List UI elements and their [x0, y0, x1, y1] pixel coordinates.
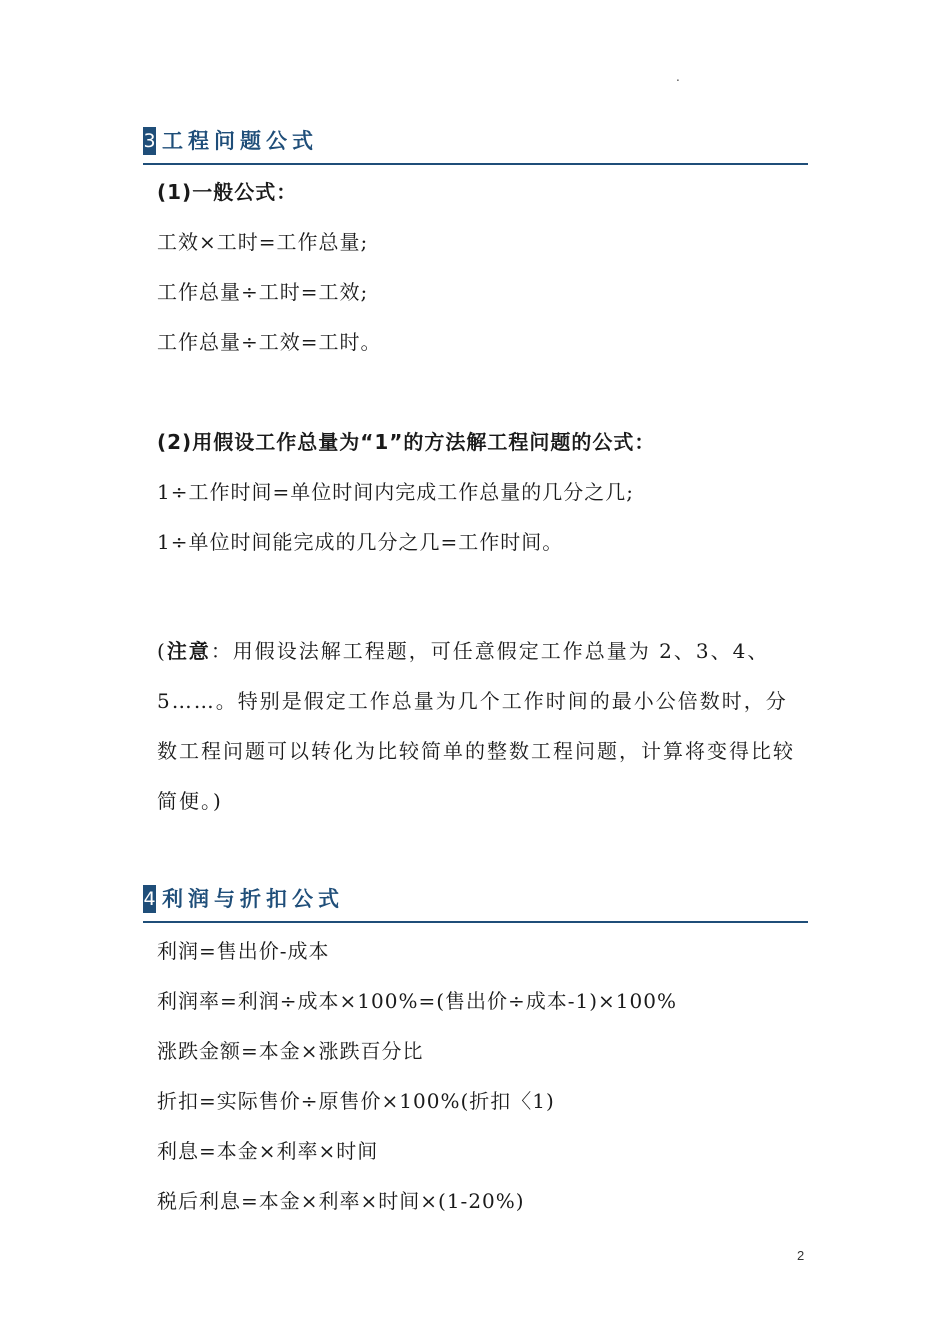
formula-line: 工作总量÷工效=工时。	[157, 330, 382, 354]
page-number: 2	[797, 1248, 805, 1263]
section-3-number: 3	[143, 127, 156, 155]
formula-line: 1÷工作时间=单位时间内完成工作总量的几分之几;	[157, 480, 634, 504]
formula-line: 利润=售出价-成本	[157, 939, 330, 963]
note-label: 注意	[166, 639, 211, 663]
note-paragraph	[157, 626, 802, 826]
formula-line: 1÷单位时间能完成的几分之几=工作时间。	[157, 530, 564, 554]
formula-line: 工作总量÷工时=工效;	[157, 280, 369, 304]
section-3-heading	[143, 127, 808, 165]
formula-line: 涨跌金额=本金×涨跌百分比	[157, 1039, 424, 1063]
formula-line: 利息=本金×利率×时间	[157, 1139, 379, 1163]
subheading-assumption-formula: (2)用假设工作总量为“1”的方法解工程问题的公式：	[157, 430, 656, 454]
formula-line: 税后利息=本金×利率×时间×(1-20%)	[157, 1189, 525, 1213]
section-3-title: 工程问题公式	[162, 129, 318, 153]
note-text: ：用假设法解工程题，可任意假定工作总量为 2、3、4、5……。特别是假定工作总量为几个工作时间的最小公倍数时，分数工程问题可以转化为比较简单的整数工程问题，计算将变得比较简便。)	[157, 639, 795, 813]
formula-line: 利润率=利润÷成本×100%=(售出价÷成本-1)×100%	[157, 989, 677, 1013]
note-open: (	[157, 639, 167, 663]
header-mark: .	[676, 70, 680, 84]
section-4-number: 4	[143, 885, 156, 913]
formula-line: 工效×工时=工作总量;	[157, 230, 369, 254]
section-4-title: 利润与折扣公式	[162, 887, 344, 911]
subheading-general-formula: (1)一般公式：	[157, 180, 298, 204]
formula-line: 折扣=实际售价÷原售价×100%(折扣〈1)	[157, 1089, 555, 1113]
section-4-heading	[143, 885, 808, 923]
